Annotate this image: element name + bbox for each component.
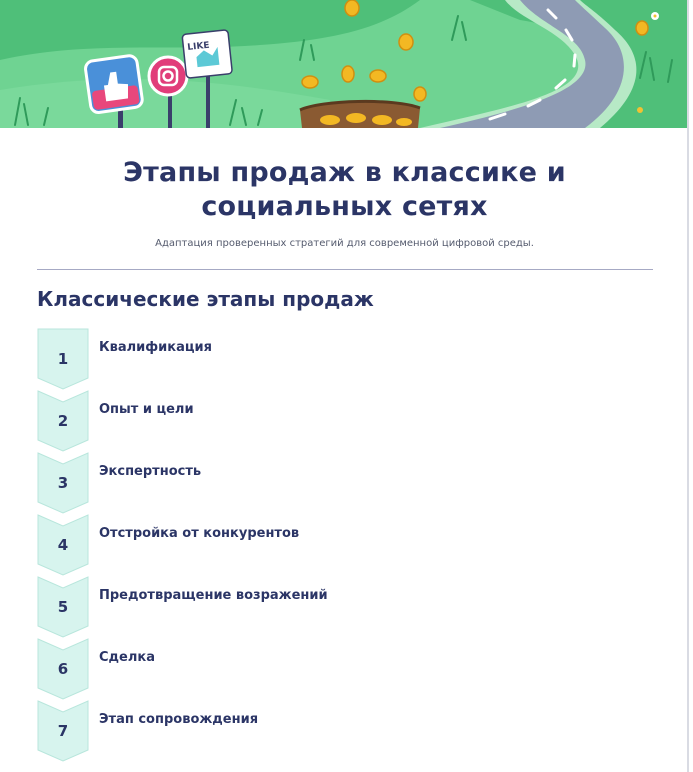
step-1	[37, 328, 653, 390]
step-label: Опыт и цели	[99, 402, 194, 417]
step-label: Экспертность	[99, 464, 202, 479]
step-number: 5	[57, 598, 69, 616]
step-number: 4	[57, 536, 69, 554]
step-label: Квалификация	[99, 340, 212, 355]
step-number: 1	[57, 350, 69, 368]
step-4	[37, 514, 653, 576]
step-7	[37, 700, 653, 762]
step-number: 6	[57, 660, 69, 678]
step-2	[37, 390, 653, 452]
page-subtitle: Адаптация проверенных стратегий для современной цифровой среды.	[155, 238, 534, 249]
step-label: Отстройка от конкурентов	[99, 526, 300, 541]
page-title	[40, 156, 649, 224]
svg-text:LIKE: LIKE	[186, 40, 211, 53]
step-number: 7	[57, 722, 69, 740]
hero-illustration	[0, 0, 689, 128]
step-5	[37, 576, 653, 638]
page-title-line1: Этапы продаж в классике и	[123, 157, 566, 188]
section-title: Классические этапы продаж	[37, 287, 374, 311]
step-number: 2	[57, 412, 69, 430]
step-number: 3	[57, 474, 69, 492]
page-title-line2: социальных сетях	[201, 191, 488, 222]
step-label: Предотвращение возражений	[99, 588, 328, 603]
step-3	[37, 452, 653, 514]
step-label: Этап сопровождения	[99, 712, 259, 727]
step-label: Сделка	[99, 650, 155, 665]
divider	[37, 269, 653, 270]
step-6	[37, 638, 653, 700]
